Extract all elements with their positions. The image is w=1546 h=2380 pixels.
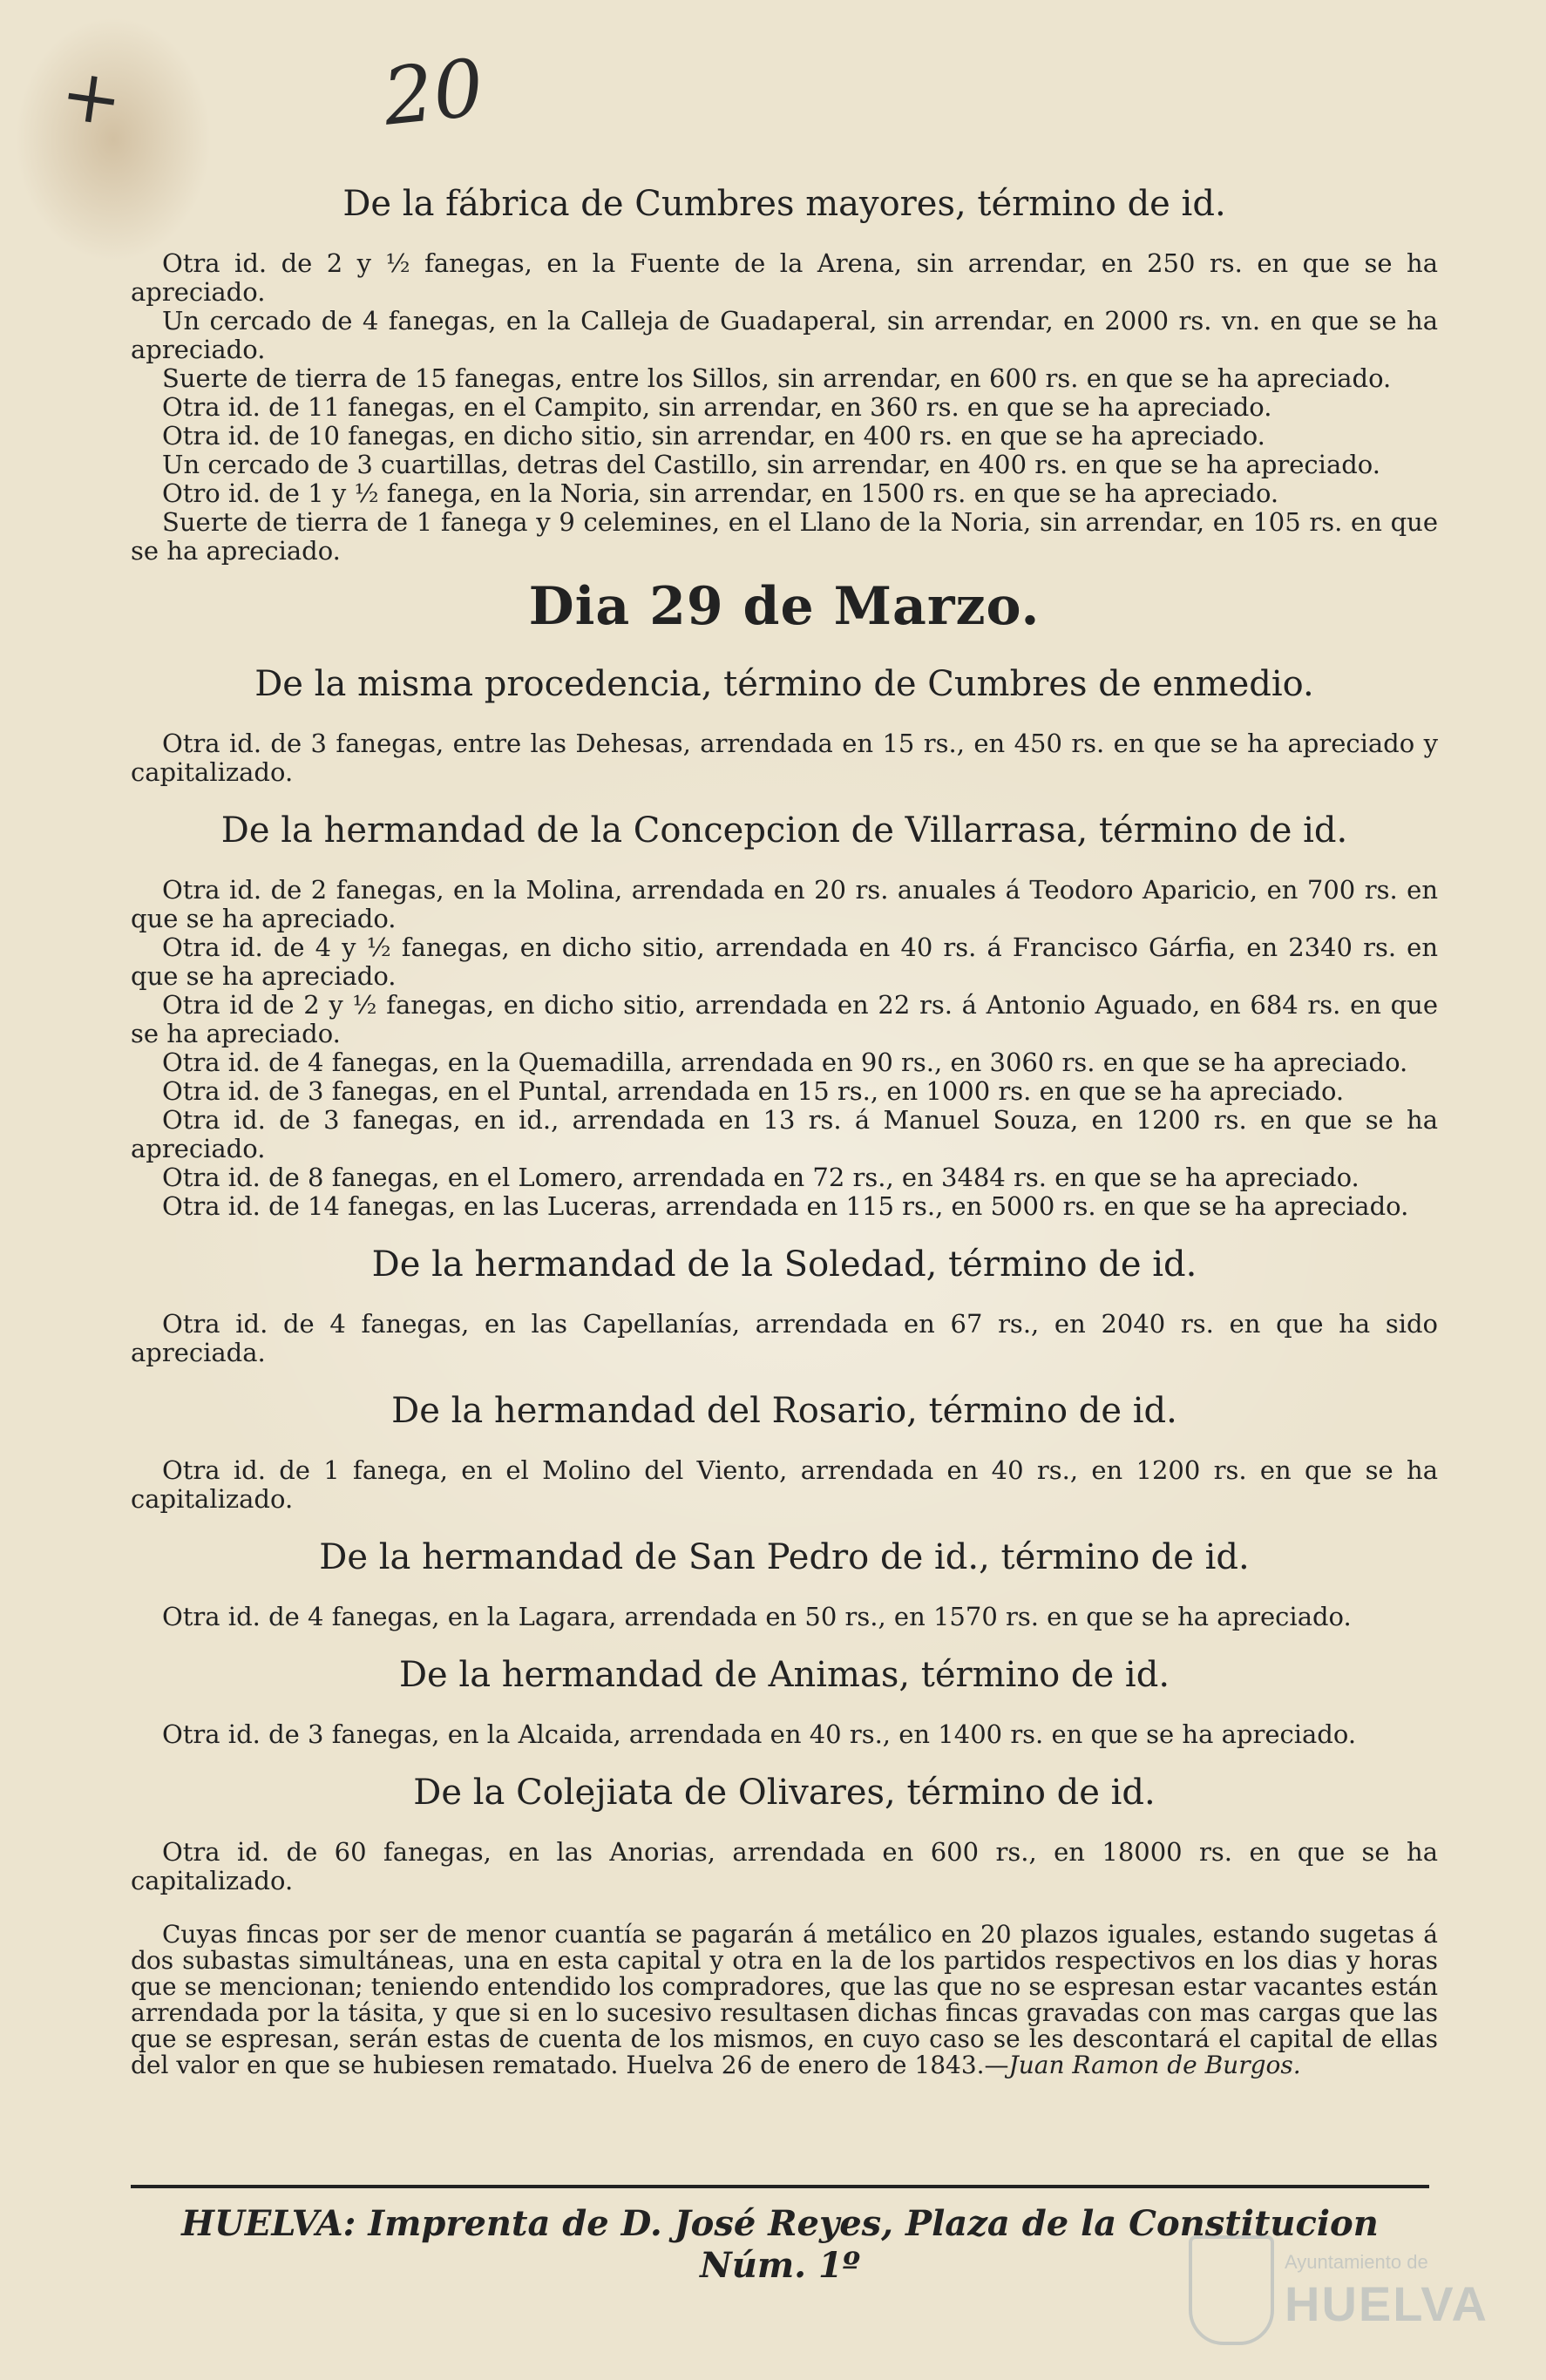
handwritten-cross: + [55,50,128,144]
entry: Suerte de tierra de 15 fanegas, entre los Sillos, sin arrendar, en 600 rs. en que se ha apreciado. [162,363,1392,393]
crest-icon [1189,2235,1274,2345]
entry: Otra id. de 1 fanega, en el Molino del Viento, arrendada en 40 rs., en 1200 rs. en que se ha capitalizado. [131,1455,1438,1514]
section-heading-concepcion: De la hermandad de la Concepcion de Villarrasa, término de id. [220,810,1348,851]
section-heading-misma-procedencia: De la misma procedencia, término de Cumbres de enmedio. [254,664,1314,704]
closing-text: Cuyas fincas por ser de menor cuantía se pagarán á metálico en 20 plazos iguales, estando sugetas á dos subastas simultáneas, una en esta capital y otra en la de los partidos respectivos en los dias y horas que se mencionan; teniendo entendido los compradores, que las que no se espresan estar vacantes están arrendada por la tásita, y que si en lo sucesivo resultasen dichas fincas gravadas con mas cargas que las que se espresan, serán estas de cuenta de los mismos, en cuyo caso se les descontará el capital de ellas del valor en que se hubiesen rematado. Huelva 26 de enero de 1843.— [131,1920,1438,2079]
document-body [131,183,1438,2078]
section-heading-fabrica: De la fábrica de Cumbres mayores, término de id. [342,184,1226,224]
archive-watermark [1189,2235,1488,2340]
entry: Otra id. de 4 fanegas, en la Lagara, arrendada en 50 rs., en 1570 rs. en que se ha apreciado. [162,1602,1352,1631]
watermark-line2: HUELVA [1285,2276,1488,2331]
entry: Otra id. de 4 fanegas, en la Quemadilla, arrendada en 90 rs., en 3060 rs. en que se ha apreciado. [162,1048,1408,1077]
divider-rule [131,2185,1429,2188]
entry: Otra id. de 3 fanegas, entre las Dehesas, arrendada en 15 rs., en 450 rs. en que se ha apreciado y capitalizado. [131,729,1438,787]
section-heading-soledad: De la hermandad de la Soledad, término de id. [371,1244,1197,1285]
entry: Suerte de tierra de 1 fanega y 9 celemines, en el Llano de la Noria, sin arrendar, en 105 rs. en que se ha apreciado. [131,507,1438,566]
handwritten-page-number: 20 [378,42,488,144]
entry: Otra id. de 2 fanegas, en la Molina, arrendada en 20 rs. anuales á Teodoro Aparicio, en 700 rs. en que se ha apreciado. [131,875,1438,933]
entry: Otra id. de 10 fanegas, en dicho sitio, sin arrendar, en 400 rs. en que se ha apreciado. [162,421,1265,451]
entry: Otra id. de 14 fanegas, en las Luceras, arrendada en 115 rs., en 5000 rs. en que se ha apreciado. [162,1191,1409,1221]
entry: Otra id. de 11 fanegas, en el Campito, sin arrendar, en 360 rs. en que se ha apreciado. [162,392,1272,422]
entry: Otra id. de 4 y ½ fanegas, en dicho sitio, arrendada en 40 rs. á Francisco Gárfia, en 2340 rs. en que se ha apreciado. [131,932,1438,991]
entry: Otra id. de 2 y ½ fanegas, en la Fuente de la Arena, sin arrendar, en 250 rs. en que se ha apreciado. [131,248,1438,307]
entry: Otra id. de 60 fanegas, en las Anorias, arrendada en 600 rs., en 18000 rs. en que se ha capitalizado. [131,1837,1438,1895]
signature: Juan Ramon de Burgos. [1008,2051,1301,2079]
section-heading-san-pedro: De la hermandad de San Pedro de id., término de id. [319,1537,1250,1577]
entry: Otra id. de 3 fanegas, en id., arrendada en 13 rs. á Manuel Souza, en 1200 rs. en que se ha apreciado. [131,1105,1438,1163]
entry: Otro id. de 1 y ½ fanega, en la Noria, sin arrendar, en 1500 rs. en que se ha apreciado. [162,478,1279,508]
printer-imprint: HUELVA: Imprenta de D. José Reyes, Plaza de la Constitucion Núm. 1º [181,2203,1379,2286]
day-heading: Dia 29 de Marzo. [528,576,1041,637]
watermark-line1: Ayuntamiento de [1285,2251,1428,2273]
entry: Otra id. de 4 fanegas, en las Capellanías, arrendada en 67 rs., en 2040 rs. en que ha sido apreciada. [131,1309,1438,1367]
section-heading-rosario: De la hermandad del Rosario, término de id. [391,1391,1177,1431]
entry: Otra id. de 8 fanegas, en el Lomero, arrendada en 72 rs., en 3484 rs. en que se ha apreciado. [162,1163,1360,1192]
entry: Otra id. de 3 fanegas, en la Alcaida, arrendada en 40 rs., en 1400 rs. en que se ha apreciado. [162,1719,1357,1749]
entry: Otra id de 2 y ½ fanegas, en dicho sitio, arrendada en 22 rs. á Antonio Aguado, en 684 rs. en que se ha apreciado. [131,990,1438,1048]
entry: Otra id. de 3 fanegas, en el Puntal, arrendada en 15 rs., en 1000 rs. en que se ha apreciado. [162,1076,1345,1106]
entry: Un cercado de 3 cuartillas, detras del Castillo, sin arrendar, en 400 rs. en que se ha apreciado. [162,450,1380,479]
section-heading-olivares: De la Colejiata de Olivares, término de id. [413,1773,1156,1813]
entry: Un cercado de 4 fanegas, en la Calleja de Guadaperal, sin arrendar, en 2000 rs. vn. en que se ha apreciado. [131,306,1438,364]
closing-paragraph [131,1922,1438,2078]
section-heading-animas: De la hermandad de Animas, término de id. [398,1655,1170,1695]
